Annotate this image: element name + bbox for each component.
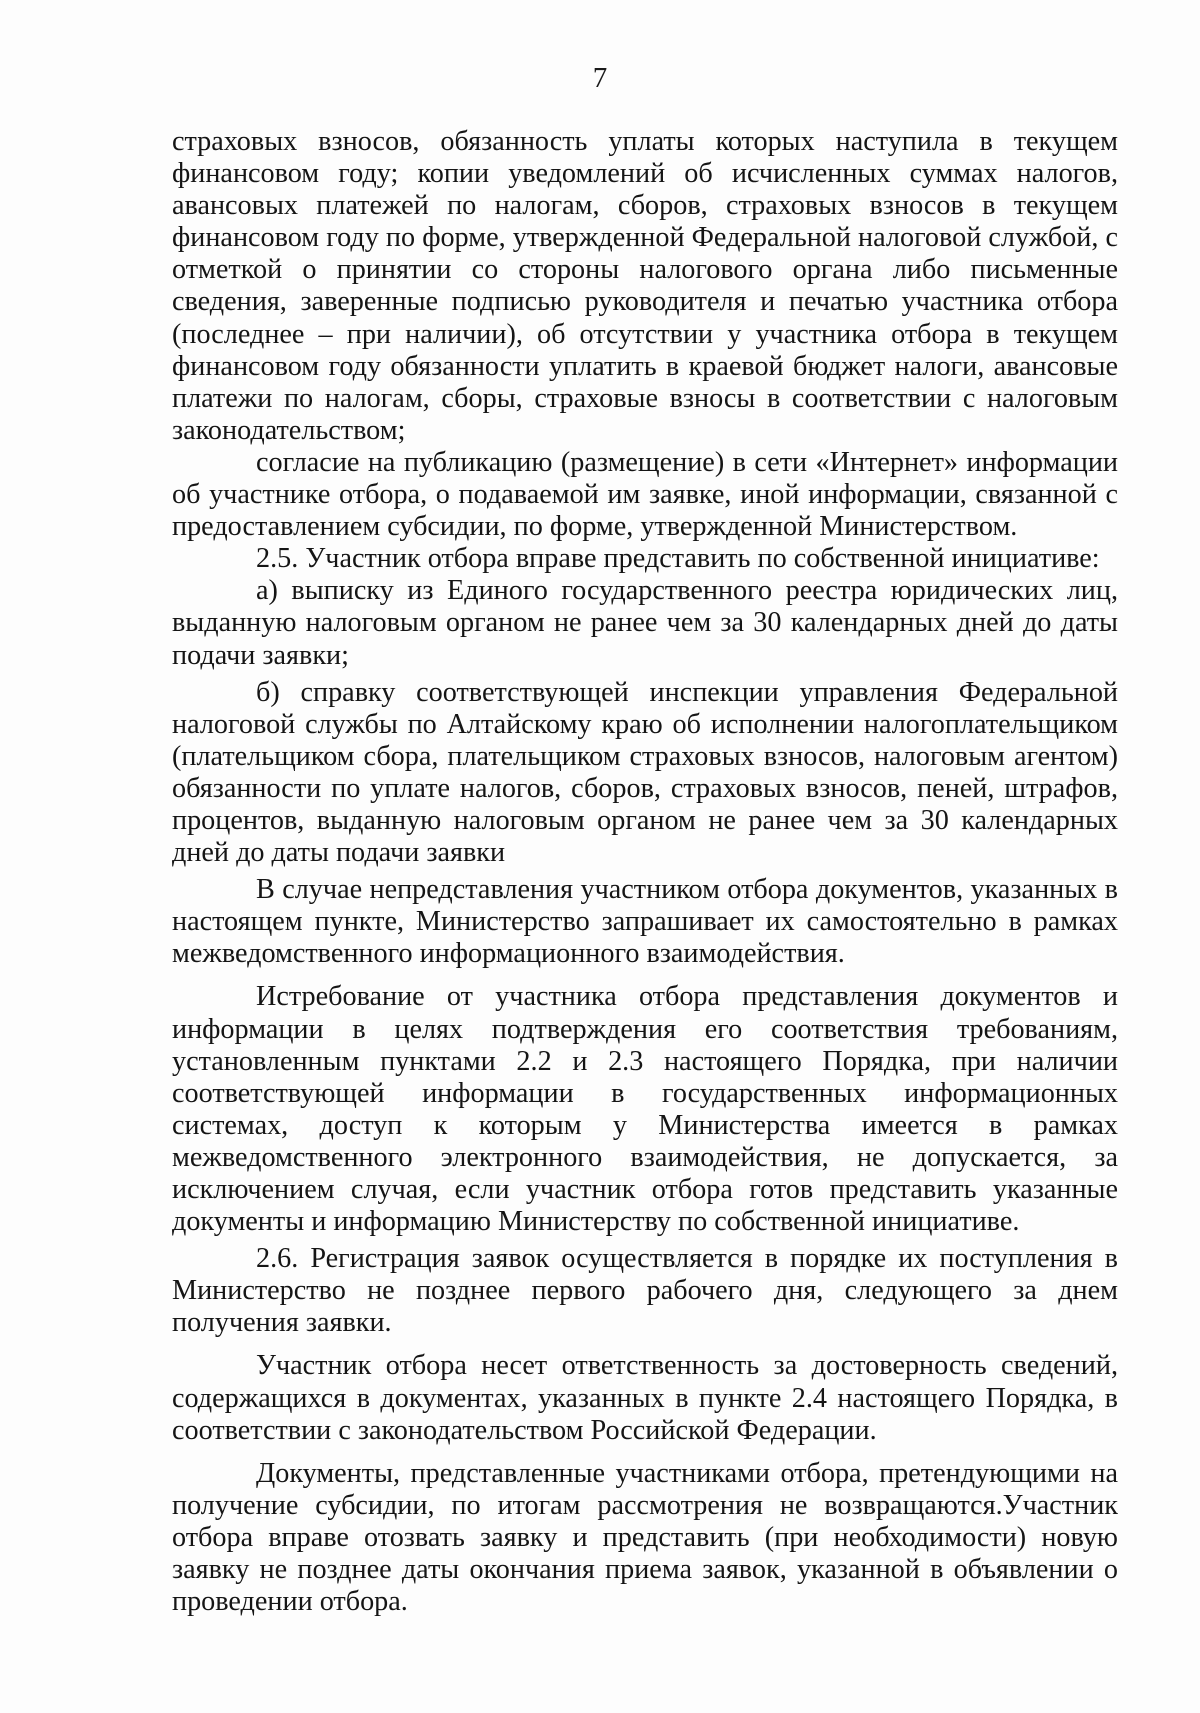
paragraph-2-6-registration: 2.6. Регистрация заявок осуществляется в порядке их поступления в Министерство не позднее первого рабочего дня, следующего за днем получения заявки. [172,1243,1118,1339]
paragraph-responsibility: Участник отбора несет ответственность за достоверность сведений, содержащихся в документах, указанных в пункте 2.4 настоящего Порядка, в соответствии с законодательством Российской Федерации. [172,1350,1118,1446]
paragraph-publication-consent: согласие на публикацию (размещение) в сети «Интернет» информации об участнике отбора, о подаваемой им заявке, иной информации, связанной с предоставлением субсидии, по форме, утвержденной Министерством. [172,446,1118,543]
paragraph-2-5-a: а) выписку из Единого государственного реестра юридических лиц, выданную налоговым органом не ранее чем за 30 календарных дней до даты подачи заявки; [172,575,1118,671]
paragraph-non-submission: В случае непредставления участником отбора документов, указанных в настоящем пункте, Министерство запрашивает их самостоятельно в рамках межведомственного информационного взаимодействия. [172,874,1118,970]
page-number: 7 [592,62,608,94]
paragraph-2-5-heading: 2.5. Участник отбора вправе представить по собственной инициативе: [256,543,1100,575]
paragraph-requisition: Истребование от участника отбора представления документов и информации в целях подтверждения его соответствия требованиям, установленным пунктами 2.2 и 2.3 настоящего Порядка, при наличии соответствующей информации в государственных информационных системах, доступ к которым у Министерства имеется в рамках межведомственного электронного взаимодействия, не допускается, за исключением случая, если участник отбора готов представить указанные документы и информацию Министерству по собственной инициативе. [172,981,1118,1238]
document-body [172,126,1118,1618]
paragraph-documents-return: Документы, представленные участниками отбора, претендующими на получение субсидии, по итогам рассмотрения не возвращаются.Участник отбора вправе отозвать заявку и представить (при необходимости) новую заявку не позднее даты окончания приема заявок, указанной в объявлении о проведении отбора. [172,1457,1118,1618]
paragraph-tax-obligations: страховых взносов, обязанность уплаты которых наступила в текущем финансовом году; копии уведомлений об исчисленных суммах налогов, авансовых платежей по налогам, сборов, страховых взносов в текущем финансовом году по форме, утвержденной Федеральной налоговой службой, с отметкой о принятии со стороны налогового органа либо письменные сведения, заверенные подписью руководителя и печатью участника отбора (последнее – при наличии), об отсутствии у участника отбора в текущем финансовом году обязанности уплатить в краевой бюджет налоги, авансовые платежи по налогам, сборы, страховые взносы в соответствии с налоговым законодательством; [172,126,1118,446]
paragraph-2-5-b: б) справку соответствующей инспекции управления Федеральной налоговой службы по Алтайскому краю об исполнении налогоплательщиком (плательщиком сбора, плательщиком страховых взносов, налоговым агентом) обязанности по уплате налогов, сборов, страховых взносов, пеней, штрафов, процентов, выданную налоговым органом не ранее чем за 30 календарных дней до даты подачи заявки [172,676,1118,869]
